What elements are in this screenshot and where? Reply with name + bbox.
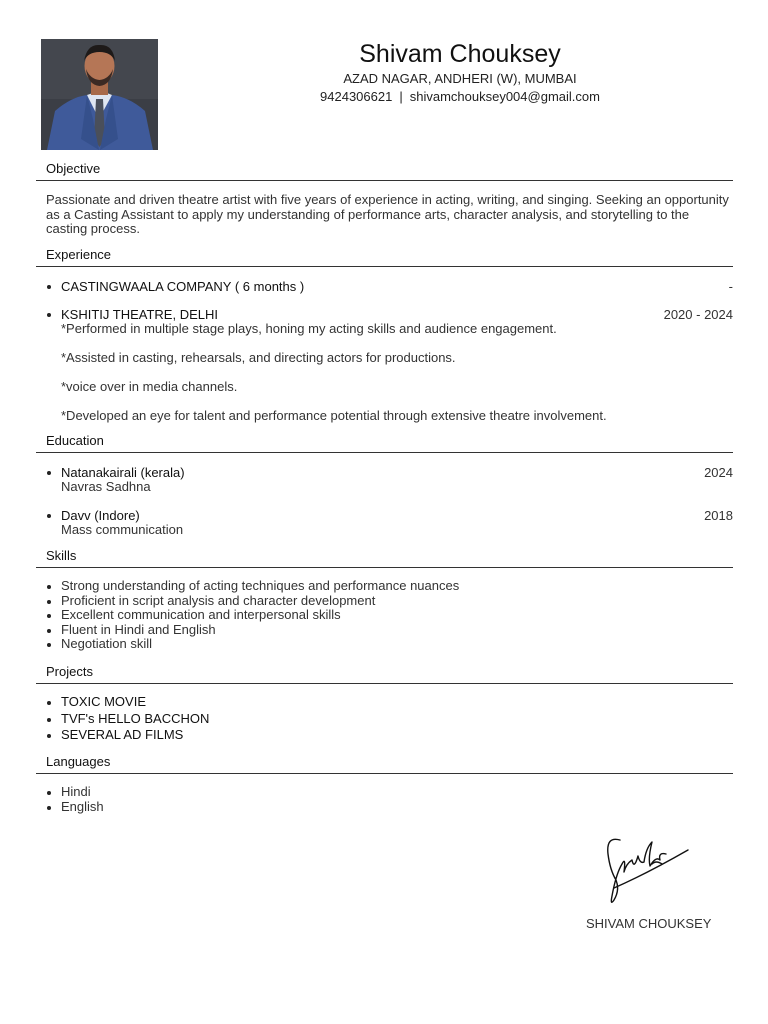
education-date: 2024	[704, 465, 733, 480]
education-detail: Navras Sadhna	[61, 479, 151, 494]
experience-detail: *Performed in multiple stage plays, honing my acting skills and audience engagement.	[61, 321, 557, 336]
list-item: Strong understanding of acting techniques and performance nuances	[45, 579, 733, 594]
experience-detail: *voice over in media channels.	[61, 379, 238, 394]
list-item	[45, 307, 733, 424]
education-school: Natanakairali (kerala)	[61, 465, 185, 480]
list-item	[45, 465, 733, 495]
education-section	[45, 432, 733, 537]
list-item: Hindi	[45, 785, 733, 800]
skills-section	[45, 547, 733, 652]
experience-org: CASTINGWAALA COMPANY ( 6 months )	[61, 279, 305, 294]
list-item: Negotiation skill	[45, 637, 733, 652]
contact-separator: |	[399, 89, 403, 104]
experience-details	[61, 322, 733, 424]
profile-photo	[41, 39, 158, 150]
list-item: TOXIC MOVIE	[45, 694, 733, 711]
phone-number: 9424306621	[320, 89, 393, 104]
objective-heading: Objective	[36, 160, 733, 181]
experience-org: KSHITIJ THEATRE, DELHI	[61, 307, 218, 322]
email-address: shivamchouksey004@gmail.com	[409, 89, 600, 104]
languages-heading: Languages	[36, 753, 733, 774]
list-item	[45, 279, 733, 294]
list-item: TVF's HELLO BACCHON	[45, 711, 733, 728]
experience-detail: *Developed an eye for talent and performance potential through extensive theatre involvement.	[61, 408, 607, 423]
list-item: English	[45, 800, 733, 815]
list-item: Proficient in script analysis and character development	[45, 594, 733, 609]
experience-date: -	[728, 279, 733, 294]
education-school: Davv (Indore)	[61, 507, 140, 523]
projects-heading: Projects	[36, 663, 733, 684]
list-item: Fluent in Hindi and English	[45, 623, 733, 638]
resume-header	[160, 38, 760, 106]
experience-detail: *Assisted in casting, rehearsals, and directing actors for productions.	[61, 350, 456, 365]
signature-name: SHIVAM CHOUKSEY	[586, 916, 712, 931]
list-item	[45, 508, 733, 538]
languages-list	[45, 785, 733, 814]
education-detail: Mass communication	[61, 521, 184, 537]
list-item: SEVERAL AD FILMS	[45, 727, 733, 744]
education-list	[45, 465, 733, 537]
objective-section	[45, 160, 733, 237]
skills-list	[45, 579, 733, 652]
experience-section	[45, 246, 733, 424]
candidate-name: Shivam Chouksey	[359, 40, 561, 68]
objective-text: Passionate and driven theatre artist with five years of experience in acting, writing, and singing. Seeking an opportunity as a Casting Assistant to apply my understanding of performance arts, character analysis, and storytelling to the casting process.	[46, 192, 729, 236]
skills-heading: Skills	[36, 547, 733, 568]
experience-heading: Experience	[36, 246, 733, 267]
languages-section	[45, 753, 733, 814]
education-date: 2018	[704, 507, 733, 523]
education-heading: Education	[36, 432, 733, 453]
contact-line	[160, 88, 760, 106]
projects-list	[45, 694, 733, 744]
candidate-address: AZAD NAGAR, ANDHERI (W), MUMBAI	[343, 71, 577, 86]
list-item: Excellent communication and interpersonal skills	[45, 608, 733, 623]
signature-image	[586, 834, 716, 914]
experience-date: 2020 - 2024	[663, 307, 733, 322]
experience-list	[45, 279, 733, 424]
projects-section	[45, 663, 733, 744]
